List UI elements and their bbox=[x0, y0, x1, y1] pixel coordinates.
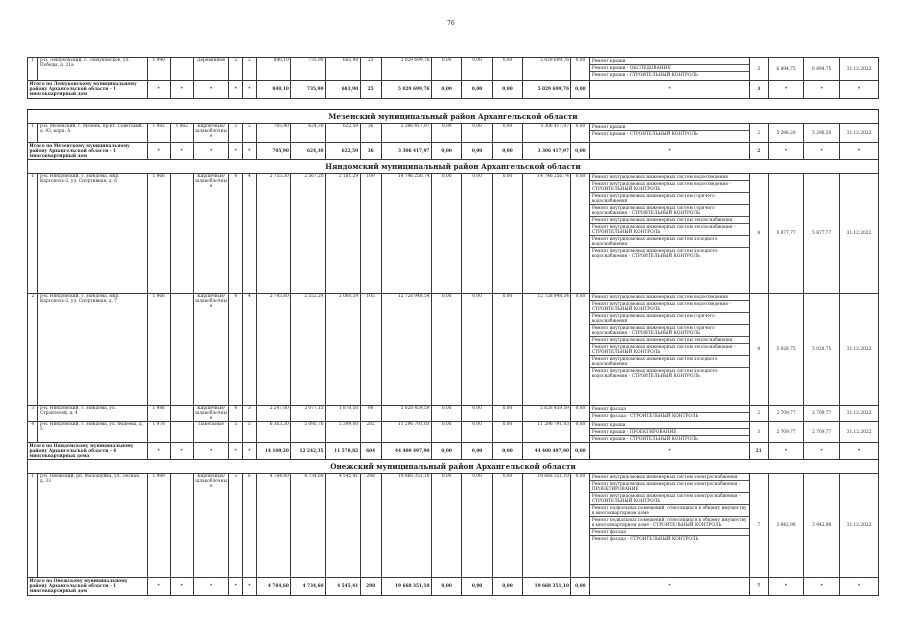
placeholder-star: * bbox=[229, 443, 243, 460]
floors-cell: 2 bbox=[229, 58, 243, 81]
unit-cost-cell: 2 709,77 bbox=[768, 406, 804, 422]
max-unit-cost-cell: 6 894,75 bbox=[804, 58, 840, 81]
repair-cost-cell: 5 029 699,76 bbox=[381, 58, 431, 81]
total-area-cell: 705,90 bbox=[256, 124, 291, 143]
local-funds-cell: 0,00 bbox=[492, 58, 522, 81]
total-area-cell: 2 755,30 bbox=[256, 174, 291, 294]
placeholder-star: * bbox=[229, 81, 243, 99]
placeholder-star: * bbox=[170, 81, 193, 99]
works-count-cell: 3 bbox=[749, 422, 768, 443]
address-cell: р-н. Няндомский, г. Няндома, ул. Фадеева, д. 5 bbox=[38, 422, 147, 443]
address-cell: р-н. Няндомский, г. Няндома, мкр. Каргополь-2, ул. Спортивная, д. 7 bbox=[38, 294, 147, 406]
federal-funds-sum: 0,00 bbox=[431, 578, 461, 596]
total-area-sum: 4 784,60 bbox=[256, 578, 291, 596]
works-count-cell: 3 bbox=[749, 58, 768, 81]
work-item: Ремонт внутридомовых инженерных систем горячего водоснабжения - СТРОИТЕЛЬНЫЙ КОНТРОЛЬ bbox=[590, 325, 748, 337]
district-header: Няндомский муниципальный район Архангельской области bbox=[28, 160, 879, 174]
local-funds-sum: 0,00 bbox=[492, 443, 522, 460]
row-number: 2 bbox=[28, 294, 38, 406]
row-number: 3 bbox=[28, 406, 38, 422]
works-list-cell bbox=[590, 474, 749, 578]
wall-material-cell: Кирпичные/ шлакоблочные bbox=[193, 406, 229, 422]
local-funds-sum: 0,00 bbox=[492, 578, 522, 596]
completion-date-cell: 31.12.2022 bbox=[840, 294, 879, 406]
placeholder-star: * bbox=[170, 443, 193, 460]
unit-cost-cell: 3 942,98 bbox=[768, 474, 804, 578]
works-count-sum: 7 bbox=[749, 578, 768, 596]
entrances-cell: 5 bbox=[243, 422, 257, 443]
row-number: 1 bbox=[28, 474, 38, 578]
floors-cell: 5 bbox=[229, 422, 243, 443]
owners-funds-cell: 3 306 417,97 bbox=[523, 124, 571, 143]
regional-funds-sum: 0,00 bbox=[462, 443, 492, 460]
placeholder-star: * bbox=[804, 143, 840, 160]
total-area-cell: 6 363,30 bbox=[256, 422, 291, 443]
placeholder-star: * bbox=[170, 578, 193, 596]
completion-date-cell: 31.12.2022 bbox=[840, 174, 879, 294]
work-item: Ремонт внутридомовых инженерных систем водоотведения - СТРОИТЕЛЬНЫЙ КОНТРОЛЬ bbox=[590, 181, 748, 193]
address-cell: р-н. Мезенский, г. Мезень, пр-кт. Советский, д. 93, корп. А bbox=[38, 124, 147, 143]
residents-cell: 98 bbox=[360, 406, 381, 422]
residents-sum: 36 bbox=[360, 143, 381, 160]
local-funds-sum: 0,00 bbox=[492, 143, 522, 160]
entrances-cell: 6 bbox=[243, 474, 257, 578]
year-commission-cell: 1 982 bbox=[170, 124, 193, 143]
floors-cell: 2 bbox=[229, 124, 243, 143]
placeholder-star: * bbox=[243, 578, 257, 596]
regional-funds-sum: 0,00 bbox=[462, 81, 492, 99]
work-item: Ремонт внутридомовых инженерных систем горячего водоснабжения bbox=[590, 313, 748, 325]
district-header: Мезенский муниципальный район Архангельской области bbox=[28, 110, 879, 124]
other-funds-sum: 0,00 bbox=[571, 578, 590, 596]
residents-sum: 604 bbox=[360, 443, 381, 460]
placeholder-star: * bbox=[147, 443, 170, 460]
placeholder-star: * bbox=[590, 578, 749, 596]
federal-funds-cell: 0,00 bbox=[431, 174, 461, 294]
federal-funds-cell: 0,00 bbox=[431, 422, 461, 443]
wall-material-cell: Кирпичные/ шлакоблочные bbox=[193, 174, 229, 294]
table-row bbox=[28, 406, 879, 422]
work-item: Ремонт крыши - СТРОИТЕЛЬНЫЙ КОНТРОЛЬ bbox=[591, 72, 698, 78]
year-commission-cell bbox=[170, 406, 193, 422]
address-cell: р-н. Онежский, рп. Малошуйка, ул. Лесная, д. 33 bbox=[38, 474, 147, 578]
total-label: Итого по Лешуконскому муниципальному району Архангельской области - 1 многоквартирный дом bbox=[28, 81, 148, 99]
entrances-cell: 2 bbox=[243, 124, 257, 143]
repair-cost-cell: 11 296 791,03 bbox=[381, 422, 431, 443]
placeholder-star: * bbox=[243, 81, 257, 99]
year-commission-cell bbox=[170, 474, 193, 578]
federal-funds-sum: 0,00 bbox=[431, 143, 461, 160]
row-number: 1 bbox=[28, 174, 38, 294]
placeholder-star: * bbox=[229, 578, 243, 596]
owners-funds-cell: 5 029 699,76 bbox=[523, 58, 571, 81]
other-funds-cell: 0,00 bbox=[571, 406, 590, 422]
residential-area-sum: 683,90 bbox=[325, 81, 360, 99]
year-commission-cell bbox=[170, 174, 193, 294]
premises-area-cell: 4 734,60 bbox=[291, 474, 326, 578]
total-area-cell: 2 247,00 bbox=[256, 406, 291, 422]
regional-funds-cell: 0,00 bbox=[462, 406, 492, 422]
year-built-cell: 1 966 bbox=[147, 174, 170, 294]
residential-area-sum: 622,59 bbox=[325, 143, 360, 160]
works-list-cell bbox=[590, 294, 749, 406]
work-item: Ремонт подвальных помещений, относящихся к общему имуществу в многоквартирном доме bbox=[590, 505, 748, 517]
local-funds-cell: 0,00 bbox=[492, 174, 522, 294]
work-item: Ремонт фасада bbox=[590, 529, 748, 536]
repair-cost-cell: 19 668 351,10 bbox=[381, 474, 431, 578]
floors-cell: 4 bbox=[229, 406, 243, 422]
placeholder-star: * bbox=[193, 443, 229, 460]
work-item: Ремонт внутридомовых инженерных систем горячего водоснабжения bbox=[590, 193, 748, 205]
regional-funds-cell: 0,00 bbox=[462, 422, 492, 443]
work-item: Ремонт внутридомовых инженерных систем электроснабжения bbox=[590, 474, 748, 481]
works-list-cell bbox=[590, 406, 749, 422]
local-funds-cell: 0,00 bbox=[492, 422, 522, 443]
other-funds-cell: 0,00 bbox=[571, 174, 590, 294]
work-item: Ремонт внутридомовых инженерных систем теплоснабжения bbox=[590, 217, 748, 224]
district-header: Онежский муниципальный район Архангельской области bbox=[28, 460, 879, 474]
residents-cell: 105 bbox=[360, 294, 381, 406]
section-spacer bbox=[28, 99, 879, 110]
placeholder-star: * bbox=[147, 578, 170, 596]
placeholder-star: * bbox=[804, 443, 840, 460]
premises-area-cell: 5 095,76 bbox=[291, 422, 326, 443]
works-list-cell bbox=[590, 174, 749, 294]
other-funds-cell: 0,00 bbox=[571, 124, 590, 143]
repair-cost-sum: 44 400 497,90 bbox=[381, 443, 431, 460]
total-label: Итого по Няндомскому муниципальному району Архангельской области - 4 многоквартирных дома bbox=[28, 443, 148, 460]
max-unit-cost-cell: 2 709,77 bbox=[804, 422, 840, 443]
work-item: Ремонт крыши - СТРОИТЕЛЬНЫЙ КОНТРОЛЬ bbox=[591, 436, 698, 442]
work-item: Ремонт внутридомовых инженерных систем электроснабжения - ПРОЕКТИРОВАНИЕ bbox=[590, 481, 748, 493]
wall-material-cell: Кирпичные/ шлакоблочные bbox=[193, 474, 229, 578]
total-area-cell: 4 784,60 bbox=[256, 474, 291, 578]
works-count-sum: 2 bbox=[749, 143, 768, 160]
regional-funds-cell: 0,00 bbox=[462, 294, 492, 406]
placeholder-star: * bbox=[840, 143, 879, 160]
work-item: Ремонт внутридомовых инженерных систем электроснабжения - СТРОИТЕЛЬНЫЙ КОНТРОЛЬ bbox=[590, 493, 748, 505]
district-total-row bbox=[28, 578, 879, 596]
total-label: Итого по Онежскому муниципальному району Архангельской области - 1 многоквартирный дом bbox=[28, 578, 148, 596]
premises-area-cell: 624,30 bbox=[291, 124, 326, 143]
wall-material-cell: Деревянные bbox=[193, 58, 229, 81]
work-item: Ремонт крыши bbox=[590, 422, 748, 429]
repair-cost-cell: 12 728 948,54 bbox=[381, 294, 431, 406]
work-item: Ремонт крыши bbox=[590, 124, 748, 131]
table-row bbox=[28, 474, 879, 578]
wall-material-cell: Кирпичные/ шлакоблочные bbox=[193, 124, 229, 143]
repair-cost-cell: 5 628 459,59 bbox=[381, 406, 431, 422]
work-item: Ремонт внутридомовых инженерных систем теплоснабжения - СТРОИТЕЛЬНЫЙ КОНТРОЛЬ bbox=[590, 224, 748, 236]
work-item: Ремонт внутридомовых инженерных систем водоотведения bbox=[590, 294, 748, 301]
residential-area-cell: 4 545,41 bbox=[325, 474, 360, 578]
total-area-sum: 840,10 bbox=[256, 81, 291, 99]
residential-area-cell: 683,90 bbox=[325, 58, 360, 81]
federal-funds-cell: 0,00 bbox=[431, 124, 461, 143]
max-unit-cost-cell: 5 028,75 bbox=[804, 294, 840, 406]
federal-funds-cell: 0,00 bbox=[431, 58, 461, 81]
entrances-cell: 4 bbox=[243, 174, 257, 294]
repair-cost-sum: 19 668 351,10 bbox=[381, 578, 431, 596]
repair-cost-cell: 14 746 256,74 bbox=[381, 174, 431, 294]
floors-cell: 4 bbox=[229, 174, 243, 294]
year-built-cell: 1 978 bbox=[147, 422, 170, 443]
table-row bbox=[28, 422, 879, 443]
completion-date-cell: 31.12.2022 bbox=[840, 474, 879, 578]
max-unit-cost-cell: 3 942,98 bbox=[804, 474, 840, 578]
other-funds-sum: 0,00 bbox=[571, 143, 590, 160]
works-list-cell bbox=[590, 124, 749, 143]
placeholder-star: * bbox=[590, 443, 749, 460]
work-item: Ремонт внутридомовых инженерных систем водоотведения bbox=[590, 174, 748, 181]
work-item: Ремонт подвальных помещений, относящихся к общему имуществу в многоквартирном доме - СТРОИТЕЛЬНЫЙ КОНТРОЛЬ bbox=[590, 517, 748, 529]
entrances-cell: 4 bbox=[243, 294, 257, 406]
repair-cost-cell: 3 306 417,97 bbox=[381, 124, 431, 143]
work-item: Ремонт внутридомовых инженерных систем теплоснабжения bbox=[590, 337, 748, 344]
regional-funds-cell: 0,00 bbox=[462, 474, 492, 578]
placeholder-star: * bbox=[768, 143, 804, 160]
spacer-cell bbox=[28, 99, 879, 110]
placeholder-star: * bbox=[804, 81, 840, 99]
regional-funds-sum: 0,00 bbox=[462, 578, 492, 596]
owners-funds-cell: 5 628 459,59 bbox=[523, 406, 571, 422]
residential-area-cell: 5 399,00 bbox=[325, 422, 360, 443]
residential-area-cell: 2 060,59 bbox=[325, 294, 360, 406]
year-commission-cell bbox=[170, 58, 193, 81]
district-header-row bbox=[28, 160, 879, 174]
entrances-cell: 2 bbox=[243, 58, 257, 81]
placeholder-star: * bbox=[229, 143, 243, 160]
federal-funds-cell: 0,00 bbox=[431, 294, 461, 406]
district-total-row bbox=[28, 81, 879, 99]
placeholder-star: * bbox=[243, 443, 257, 460]
repair-cost-sum: 3 306 417,97 bbox=[381, 143, 431, 160]
placeholder-star: * bbox=[590, 143, 749, 160]
federal-funds-cell: 0,00 bbox=[431, 474, 461, 578]
work-item: Ремонт крыши bbox=[590, 58, 748, 65]
row-number: 4 bbox=[28, 422, 38, 443]
works-count-cell: 8 bbox=[749, 294, 768, 406]
placeholder-star: * bbox=[768, 81, 804, 99]
floors-cell: 3 bbox=[229, 474, 243, 578]
works-count-cell: 2 bbox=[749, 406, 768, 422]
regional-funds-cell: 0,00 bbox=[462, 174, 492, 294]
work-item: Ремонт внутридомовых инженерных систем холодного водоснабжения bbox=[590, 356, 748, 368]
placeholder-star: * bbox=[768, 443, 804, 460]
address-cell: р-п. Лешуконский, с. Лешуконское, ул. Победы, д. 21а bbox=[38, 58, 147, 81]
row-number: 1 bbox=[28, 58, 38, 81]
owners-funds-cell: 14 746 256,74 bbox=[523, 174, 571, 294]
table-row bbox=[28, 294, 879, 406]
year-built-cell: 1 966 bbox=[147, 294, 170, 406]
register-table bbox=[27, 57, 879, 596]
floors-cell: 4 bbox=[229, 294, 243, 406]
work-item: Ремонт фасада - СТРОИТЕЛЬНЫЙ КОНТРОЛЬ bbox=[591, 536, 699, 542]
total-area-cell: 2 745,60 bbox=[256, 294, 291, 406]
work-item: Ремонт внутридомовых инженерных систем водоотведения - СТРОИТЕЛЬНЫЙ КОНТРОЛЬ bbox=[590, 301, 748, 313]
work-item: Ремонт фасада bbox=[590, 406, 748, 413]
residents-cell: 25 bbox=[360, 58, 381, 81]
completion-date-cell: 31.12.2022 bbox=[840, 124, 879, 143]
owners-funds-cell: 19 668 351,10 bbox=[523, 474, 571, 578]
local-funds-cell: 0,00 bbox=[492, 474, 522, 578]
table-row bbox=[28, 58, 879, 81]
residential-area-cell: 2 181,29 bbox=[325, 174, 360, 294]
completion-date-cell: 31.12.2022 bbox=[840, 58, 879, 81]
unit-cost-cell: 5 028,75 bbox=[768, 294, 804, 406]
district-header-row bbox=[28, 460, 879, 474]
placeholder-star: * bbox=[840, 578, 879, 596]
register-body bbox=[28, 58, 879, 596]
residents-sum: 25 bbox=[360, 81, 381, 99]
other-funds-sum: 0,00 bbox=[571, 443, 590, 460]
total-area-cell: 840,10 bbox=[256, 58, 291, 81]
unit-cost-cell: 5 877,77 bbox=[768, 174, 804, 294]
completion-date-cell: 31.12.2022 bbox=[840, 422, 879, 443]
residential-area-cell: 1 870,50 bbox=[325, 406, 360, 422]
year-built-cell: 1 989 bbox=[147, 474, 170, 578]
placeholder-star: * bbox=[193, 578, 229, 596]
district-total-row bbox=[28, 443, 879, 460]
premises-area-sum: 12 242,35 bbox=[291, 443, 326, 460]
total-label: Итого по Мезенскому муниципальному району Архангельской области - 1 многоквартирный дом bbox=[28, 143, 148, 160]
total-area-sum: 705,90 bbox=[256, 143, 291, 160]
owners-funds-cell: 12 728 948,54 bbox=[523, 294, 571, 406]
owners-funds-sum: 44 400 497,90 bbox=[523, 443, 571, 460]
placeholder-star: * bbox=[170, 143, 193, 160]
federal-funds-sum: 0,00 bbox=[431, 81, 461, 99]
unit-cost-cell: 5 296,20 bbox=[768, 124, 804, 143]
placeholder-star: * bbox=[840, 81, 879, 99]
max-unit-cost-cell: 2 709,77 bbox=[804, 406, 840, 422]
placeholder-star: * bbox=[193, 81, 229, 99]
address-cell: р-н. Няндомский, г. Няндома, мкр. Каргополь-2, ул. Спортивная, д. 6 bbox=[38, 174, 147, 294]
table-row bbox=[28, 124, 879, 143]
premises-area-sum: 4 734,60 bbox=[291, 578, 326, 596]
work-item: Ремонт крыши - СТРОИТЕЛЬНЫЙ КОНТРОЛЬ bbox=[591, 131, 698, 137]
district-header-row bbox=[28, 110, 879, 124]
works-list-cell bbox=[590, 422, 749, 443]
residential-area-sum: 4 545,41 bbox=[325, 578, 360, 596]
year-commission-cell bbox=[170, 422, 193, 443]
work-item: Ремонт фасада - СТРОИТЕЛЬНЫЙ КОНТРОЛЬ bbox=[591, 413, 699, 419]
placeholder-star: * bbox=[193, 143, 229, 160]
work-item: Ремонт внутридомовых инженерных систем горячего водоснабжения - СТРОИТЕЛЬНЫЙ КОНТРОЛЬ bbox=[590, 205, 748, 217]
premises-area-cell: 735,90 bbox=[291, 58, 326, 81]
total-area-sum: 14 109,20 bbox=[256, 443, 291, 460]
works-list-cell bbox=[590, 58, 749, 81]
entrances-cell: 3 bbox=[243, 406, 257, 422]
premises-area-sum: 735,90 bbox=[291, 81, 326, 99]
other-funds-cell: 0,00 bbox=[571, 58, 590, 81]
owners-funds-cell: 11 296 791,03 bbox=[523, 422, 571, 443]
local-funds-cell: 0,00 bbox=[492, 124, 522, 143]
other-funds-sum: 0,00 bbox=[571, 81, 590, 99]
district-total-row bbox=[28, 143, 879, 160]
residents-cell: 36 bbox=[360, 124, 381, 143]
residents-cell: 282 bbox=[360, 422, 381, 443]
work-item: Ремонт крыши - ПРОЕКТИРОВАНИЕ bbox=[590, 429, 748, 436]
year-built-cell: 1 982 bbox=[147, 124, 170, 143]
owners-funds-sum: 3 306 417,97 bbox=[523, 143, 571, 160]
year-commission-cell bbox=[170, 294, 193, 406]
works-count-sum: 21 bbox=[749, 443, 768, 460]
address-cell: р-н. Няндомский, г. Няндома, ул. Строителей, д. 4 bbox=[38, 406, 147, 422]
residential-area-sum: 11 578,82 bbox=[325, 443, 360, 460]
residents-cell: 298 bbox=[360, 474, 381, 578]
max-unit-cost-cell: 5 877,77 bbox=[804, 174, 840, 294]
wall-material-cell: Панельные bbox=[193, 422, 229, 443]
other-funds-cell: 0,00 bbox=[571, 474, 590, 578]
residents-sum: 298 bbox=[360, 578, 381, 596]
works-count-sum: 3 bbox=[749, 81, 768, 99]
placeholder-star: * bbox=[840, 443, 879, 460]
unit-cost-cell: 6 894,75 bbox=[768, 58, 804, 81]
residential-area-cell: 622,59 bbox=[325, 124, 360, 143]
max-unit-cost-cell: 5 296,20 bbox=[804, 124, 840, 143]
placeholder-star: * bbox=[768, 578, 804, 596]
works-count-cell: 7 bbox=[749, 474, 768, 578]
federal-funds-sum: 0,00 bbox=[431, 443, 461, 460]
work-item: Ремонт внутридомовых инженерных систем холодного водоснабжения - СТРОИТЕЛЬНЫЙ КОНТРОЛЬ bbox=[591, 248, 718, 259]
premises-area-cell: 2 567,20 bbox=[291, 174, 326, 294]
year-built-cell: 1 990 bbox=[147, 58, 170, 81]
wall-material-cell: Кирпичные/ шлакоблочные bbox=[193, 294, 229, 406]
premises-area-cell: 2 552,24 bbox=[291, 294, 326, 406]
federal-funds-cell: 0,00 bbox=[431, 406, 461, 422]
placeholder-star: * bbox=[590, 81, 749, 99]
placeholder-star: * bbox=[243, 143, 257, 160]
work-item: Ремонт крыши - ОБСЛЕДОВАНИЕ bbox=[590, 65, 748, 72]
work-item: Ремонт внутридомовых инженерных систем холодного водоснабжения bbox=[590, 236, 748, 248]
page-number: 76 bbox=[447, 20, 455, 27]
placeholder-star: * bbox=[147, 81, 170, 99]
local-funds-cell: 0,00 bbox=[492, 294, 522, 406]
works-count-cell: 2 bbox=[749, 124, 768, 143]
premises-area-sum: 624,30 bbox=[291, 143, 326, 160]
year-built-cell: 1 986 bbox=[147, 406, 170, 422]
local-funds-cell: 0,00 bbox=[492, 406, 522, 422]
regional-funds-cell: 0,00 bbox=[462, 124, 492, 143]
placeholder-star: * bbox=[804, 578, 840, 596]
regional-funds-cell: 0,00 bbox=[462, 58, 492, 81]
residents-cell: 109 bbox=[360, 174, 381, 294]
owners-funds-sum: 19 668 351,10 bbox=[523, 578, 571, 596]
placeholder-star: * bbox=[147, 143, 170, 160]
regional-funds-sum: 0,00 bbox=[462, 143, 492, 160]
work-item: Ремонт внутридомовых инженерных систем холодного водоснабжения - СТРОИТЕЛЬНЫЙ КОНТРОЛЬ bbox=[591, 368, 718, 379]
repair-cost-sum: 5 029 699,76 bbox=[381, 81, 431, 99]
unit-cost-cell: 2 709,77 bbox=[768, 422, 804, 443]
other-funds-cell: 0,00 bbox=[571, 294, 590, 406]
capital-repair-register bbox=[27, 57, 879, 596]
premises-area-cell: 2 077,15 bbox=[291, 406, 326, 422]
table-row bbox=[28, 174, 879, 294]
owners-funds-sum: 5 029 699,76 bbox=[523, 81, 571, 99]
works-count-cell: 8 bbox=[749, 174, 768, 294]
other-funds-cell: 0,00 bbox=[571, 422, 590, 443]
local-funds-sum: 0,00 bbox=[492, 81, 522, 99]
completion-date-cell: 31.12.2022 bbox=[840, 406, 879, 422]
row-number: 1 bbox=[28, 124, 38, 143]
work-item: Ремонт внутридомовых инженерных систем теплоснабжения - СТРОИТЕЛЬНЫЙ КОНТРОЛЬ bbox=[590, 344, 748, 356]
